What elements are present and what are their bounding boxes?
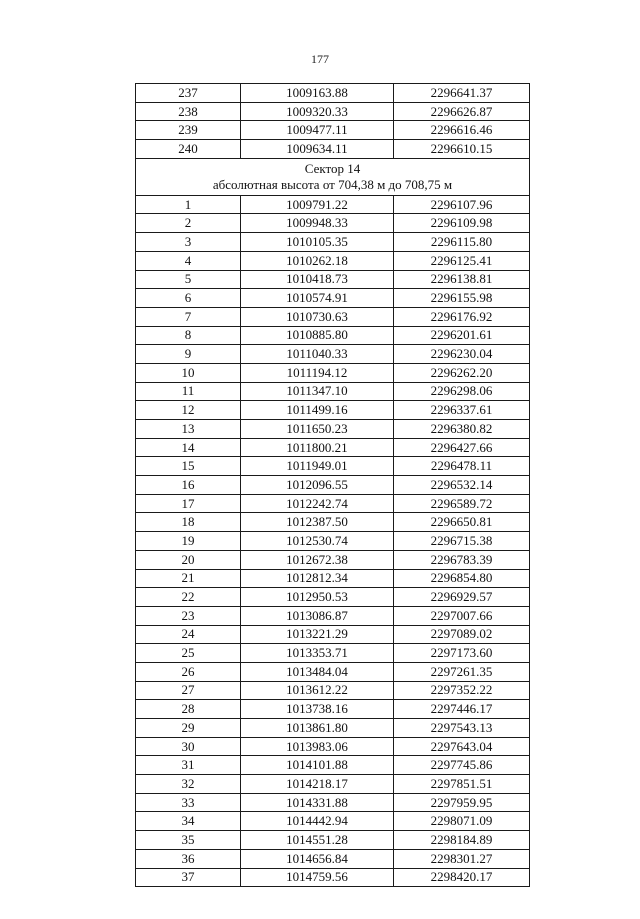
y-coordinate-cell: 2296230.04 [394, 345, 530, 364]
y-coordinate-cell: 2298184.89 [394, 831, 530, 850]
table-row [136, 102, 530, 121]
x-coordinate-cell: 1014759.56 [241, 868, 394, 887]
point-number-cell: 37 [136, 868, 241, 887]
table-row [136, 662, 530, 681]
point-number-cell: 21 [136, 569, 241, 588]
table-row [136, 812, 530, 831]
y-coordinate-cell: 2296626.87 [394, 102, 530, 121]
point-number-cell: 10 [136, 363, 241, 382]
x-coordinate-cell: 1011800.21 [241, 438, 394, 457]
y-coordinate-cell: 2296854.80 [394, 569, 530, 588]
point-number-cell: 17 [136, 494, 241, 513]
table-row [136, 775, 530, 794]
y-coordinate-cell: 2296532.14 [394, 476, 530, 495]
point-number-cell: 25 [136, 644, 241, 663]
y-coordinate-cell: 2296125.41 [394, 251, 530, 270]
x-coordinate-cell: 1011194.12 [241, 363, 394, 382]
table-row [136, 326, 530, 345]
point-number-cell: 26 [136, 662, 241, 681]
x-coordinate-cell: 1013738.16 [241, 700, 394, 719]
y-coordinate-cell: 2298301.27 [394, 849, 530, 868]
x-coordinate-cell: 1012672.38 [241, 550, 394, 569]
x-coordinate-cell: 1012530.74 [241, 532, 394, 551]
y-coordinate-cell: 2296380.82 [394, 420, 530, 439]
point-number-cell: 238 [136, 102, 241, 121]
point-number-cell: 239 [136, 121, 241, 140]
y-coordinate-cell: 2296115.80 [394, 233, 530, 252]
y-coordinate-cell: 2296298.06 [394, 382, 530, 401]
y-coordinate-cell: 2296783.39 [394, 550, 530, 569]
y-coordinate-cell: 2298071.09 [394, 812, 530, 831]
x-coordinate-cell: 1010885.80 [241, 326, 394, 345]
table-row [136, 382, 530, 401]
x-coordinate-cell: 1014442.94 [241, 812, 394, 831]
table-row [136, 588, 530, 607]
table-row [136, 438, 530, 457]
y-coordinate-cell: 2296929.57 [394, 588, 530, 607]
y-coordinate-cell: 2297173.60 [394, 644, 530, 663]
point-number-cell: 32 [136, 775, 241, 794]
x-coordinate-cell: 1010262.18 [241, 251, 394, 270]
table-row [136, 569, 530, 588]
table-row [136, 831, 530, 850]
x-coordinate-cell: 1009320.33 [241, 102, 394, 121]
x-coordinate-cell: 1011040.33 [241, 345, 394, 364]
x-coordinate-cell: 1009634.11 [241, 140, 394, 159]
coordinates-table [135, 83, 530, 887]
y-coordinate-cell: 2296155.98 [394, 289, 530, 308]
point-number-cell: 20 [136, 550, 241, 569]
point-number-cell: 7 [136, 307, 241, 326]
point-number-cell: 31 [136, 756, 241, 775]
point-number-cell: 13 [136, 420, 241, 439]
x-coordinate-cell: 1011949.01 [241, 457, 394, 476]
point-number-cell: 33 [136, 793, 241, 812]
table-row [136, 476, 530, 495]
point-number-cell: 2 [136, 214, 241, 233]
table-row [136, 606, 530, 625]
y-coordinate-cell: 2296616.46 [394, 121, 530, 140]
x-coordinate-cell: 1012242.74 [241, 494, 394, 513]
x-coordinate-cell: 1013221.29 [241, 625, 394, 644]
point-number-cell: 240 [136, 140, 241, 159]
table-row [136, 307, 530, 326]
y-coordinate-cell: 2297007.66 [394, 606, 530, 625]
point-number-cell: 9 [136, 345, 241, 364]
point-number-cell: 18 [136, 513, 241, 532]
section-header [136, 158, 530, 195]
table-row [136, 195, 530, 214]
x-coordinate-cell: 1010105.35 [241, 233, 394, 252]
y-coordinate-cell: 2296478.11 [394, 457, 530, 476]
table-row [136, 214, 530, 233]
table-row [136, 513, 530, 532]
x-coordinate-cell: 1013983.06 [241, 737, 394, 756]
point-number-cell: 14 [136, 438, 241, 457]
x-coordinate-cell: 1011499.16 [241, 401, 394, 420]
table-row [136, 401, 530, 420]
y-coordinate-cell: 2297261.35 [394, 662, 530, 681]
point-number-cell: 27 [136, 681, 241, 700]
table-row [136, 532, 530, 551]
point-number-cell: 4 [136, 251, 241, 270]
y-coordinate-cell: 2296610.15 [394, 140, 530, 159]
table-row [136, 644, 530, 663]
y-coordinate-cell: 2296650.81 [394, 513, 530, 532]
y-coordinate-cell: 2297446.17 [394, 700, 530, 719]
x-coordinate-cell: 1010730.63 [241, 307, 394, 326]
x-coordinate-cell: 1013612.22 [241, 681, 394, 700]
x-coordinate-cell: 1014551.28 [241, 831, 394, 850]
table-row [136, 868, 530, 887]
section-header-cell [136, 158, 530, 195]
y-coordinate-cell: 2298420.17 [394, 868, 530, 887]
x-coordinate-cell: 1013861.80 [241, 719, 394, 738]
point-number-cell: 12 [136, 401, 241, 420]
table-row [136, 625, 530, 644]
x-coordinate-cell: 1013484.04 [241, 662, 394, 681]
section-header-row [136, 158, 530, 195]
x-coordinate-cell: 1012950.53 [241, 588, 394, 607]
table-row [136, 363, 530, 382]
y-coordinate-cell: 2297643.04 [394, 737, 530, 756]
point-number-cell: 29 [136, 719, 241, 738]
table-row [136, 84, 530, 103]
y-coordinate-cell: 2296427.66 [394, 438, 530, 457]
point-number-cell: 23 [136, 606, 241, 625]
y-coordinate-cell: 2297851.51 [394, 775, 530, 794]
x-coordinate-cell: 1012096.55 [241, 476, 394, 495]
point-number-cell: 1 [136, 195, 241, 214]
table-row [136, 289, 530, 308]
y-coordinate-cell: 2296589.72 [394, 494, 530, 513]
point-number-cell: 3 [136, 233, 241, 252]
point-number-cell: 24 [136, 625, 241, 644]
y-coordinate-cell: 2297959.95 [394, 793, 530, 812]
y-coordinate-cell: 2297089.02 [394, 625, 530, 644]
x-coordinate-cell: 1014218.17 [241, 775, 394, 794]
table-row [136, 420, 530, 439]
table-row [136, 494, 530, 513]
table-row [136, 793, 530, 812]
x-coordinate-cell: 1014656.84 [241, 849, 394, 868]
table-row [136, 550, 530, 569]
x-coordinate-cell: 1010418.73 [241, 270, 394, 289]
table-row [136, 719, 530, 738]
y-coordinate-cell: 2296138.81 [394, 270, 530, 289]
table-row [136, 737, 530, 756]
point-number-cell: 19 [136, 532, 241, 551]
point-number-cell: 34 [136, 812, 241, 831]
y-coordinate-cell: 2297543.13 [394, 719, 530, 738]
point-number-cell: 15 [136, 457, 241, 476]
table-row [136, 270, 530, 289]
x-coordinate-cell: 1010574.91 [241, 289, 394, 308]
point-number-cell: 6 [136, 289, 241, 308]
table-body-previous-sector [136, 84, 530, 159]
point-number-cell: 36 [136, 849, 241, 868]
x-coordinate-cell: 1013353.71 [241, 644, 394, 663]
point-number-cell: 28 [136, 700, 241, 719]
y-coordinate-cell: 2296337.61 [394, 401, 530, 420]
table-row [136, 681, 530, 700]
y-coordinate-cell: 2296715.38 [394, 532, 530, 551]
table-row [136, 251, 530, 270]
table-row [136, 457, 530, 476]
x-coordinate-cell: 1011347.10 [241, 382, 394, 401]
x-coordinate-cell: 1014331.88 [241, 793, 394, 812]
point-number-cell: 8 [136, 326, 241, 345]
point-number-cell: 11 [136, 382, 241, 401]
table-row [136, 233, 530, 252]
x-coordinate-cell: 1013086.87 [241, 606, 394, 625]
y-coordinate-cell: 2296109.98 [394, 214, 530, 233]
x-coordinate-cell: 1009477.11 [241, 121, 394, 140]
table-body-sector-14 [136, 195, 530, 886]
x-coordinate-cell: 1012812.34 [241, 569, 394, 588]
table-row [136, 756, 530, 775]
section-subtitle: абсолютная высота от 704,38 м до 708,75 м [212, 176, 453, 192]
x-coordinate-cell: 1009163.88 [241, 84, 394, 103]
point-number-cell: 5 [136, 270, 241, 289]
y-coordinate-cell: 2296641.37 [394, 84, 530, 103]
x-coordinate-cell: 1012387.50 [241, 513, 394, 532]
x-coordinate-cell: 1014101.88 [241, 756, 394, 775]
y-coordinate-cell: 2297352.22 [394, 681, 530, 700]
page-number: 177 [311, 52, 329, 66]
x-coordinate-cell: 1009948.33 [241, 214, 394, 233]
y-coordinate-cell: 2296176.92 [394, 307, 530, 326]
y-coordinate-cell: 2297745.86 [394, 756, 530, 775]
table-row [136, 849, 530, 868]
point-number-cell: 30 [136, 737, 241, 756]
table-row [136, 140, 530, 159]
point-number-cell: 35 [136, 831, 241, 850]
y-coordinate-cell: 2296107.96 [394, 195, 530, 214]
x-coordinate-cell: 1011650.23 [241, 420, 394, 439]
point-number-cell: 22 [136, 588, 241, 607]
table-row [136, 121, 530, 140]
table-row [136, 345, 530, 364]
point-number-cell: 16 [136, 476, 241, 495]
table-row [136, 700, 530, 719]
x-coordinate-cell: 1009791.22 [241, 195, 394, 214]
y-coordinate-cell: 2296262.20 [394, 363, 530, 382]
point-number-cell: 237 [136, 84, 241, 103]
section-title: Сектор 14 [304, 160, 361, 176]
y-coordinate-cell: 2296201.61 [394, 326, 530, 345]
